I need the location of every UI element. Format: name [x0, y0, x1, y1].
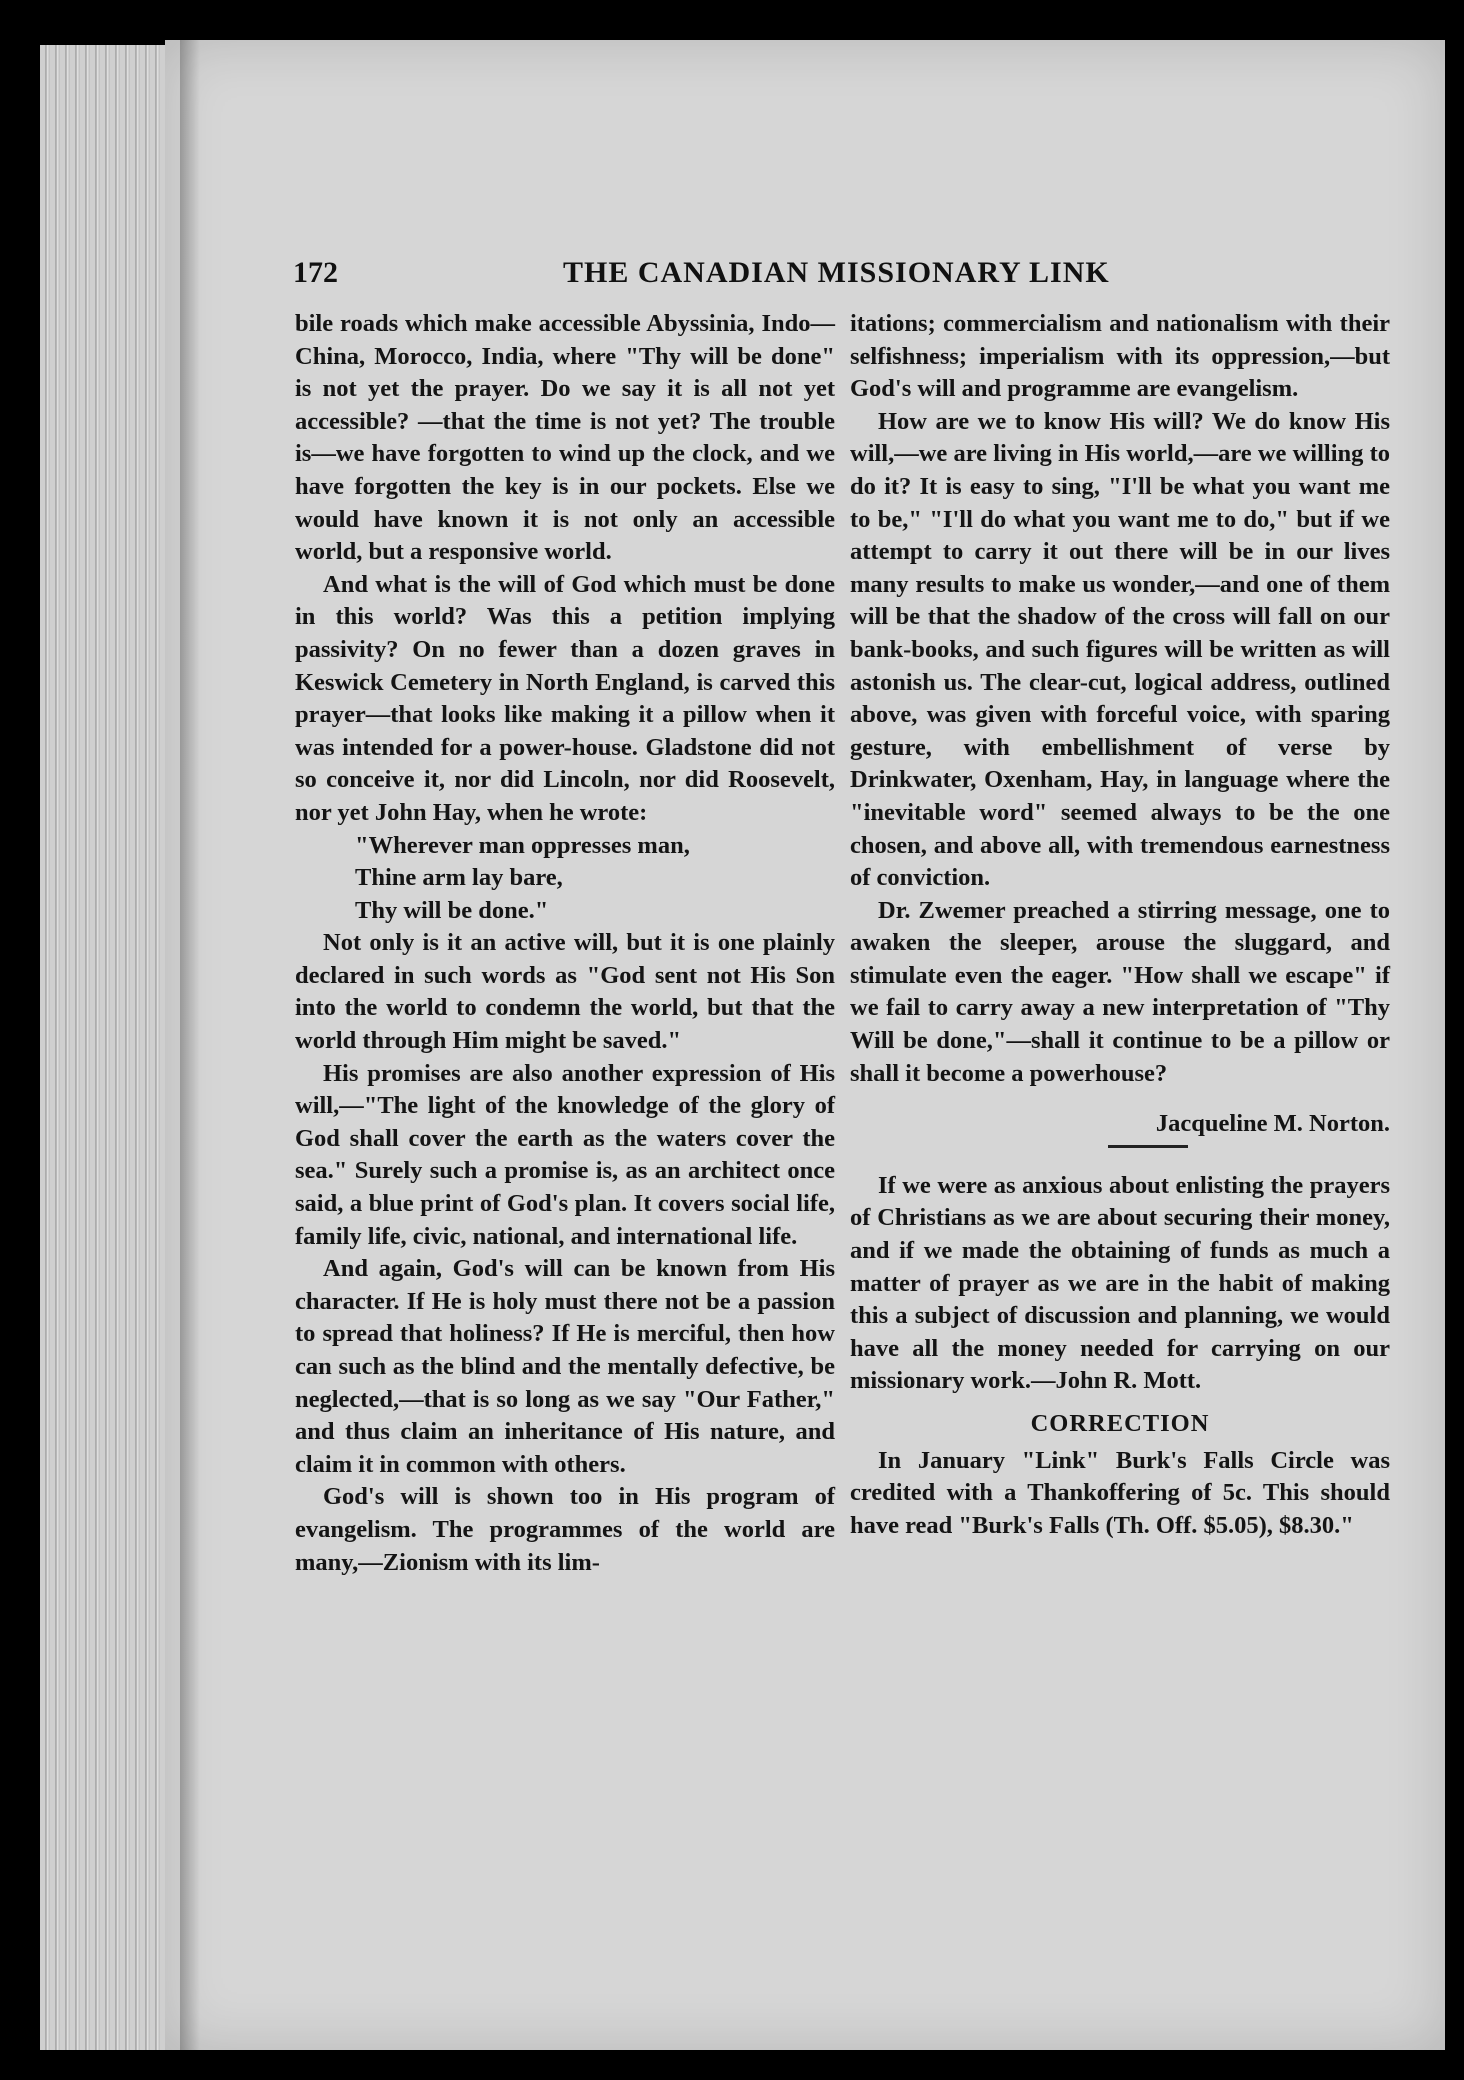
author-signature: Jacqueline M. Norton. [1155, 1110, 1390, 1138]
page-number: 172 [293, 256, 338, 289]
book-page-edges [40, 45, 180, 2050]
paragraph: And what is the will of God which must be done in this world? Was this a petition implying passivity? On no fewer than a dozen graves in Keswick Cemetery in North England, is carved this prayer—that looks like making it a pillow when it was intended for a power-house. Gladstone did not so conceive it, nor did Lincoln, nor did Roosevelt, nor yet John Hay, when he wrote: [295, 570, 835, 826]
verse-line: "Wherever man oppresses man, [355, 831, 690, 859]
paragraph: Dr. Zwemer preached a stirring message, one to awaken the sleeper, arouse the sluggard, and stimulate even the eager. "How shall we escape" if we fail to carry away a new interpretation of "Thy Will be done,"—shall it continue to be a pillow or shall it become a powerhouse? [850, 896, 1390, 1087]
poem-quote [295, 830, 835, 928]
verse-line: Thy will be done." [355, 896, 549, 924]
page-header [293, 256, 1383, 296]
paragraph: bile roads which make accessible Abyssinia, Indo—China, Morocco, India, where "Thy will be done" is not yet the prayer. Do we say it is all not yet accessible? —that the time is not yet? The trouble is—we have forgotten to wind up the clock, and we have forgotten the key is in our pockets. Else we would have known it is not only an accessible world, but a responsive world. [295, 310, 835, 566]
running-title: THE CANADIAN MISSIONARY LINK [563, 256, 1110, 289]
paragraph: If we were as anxious about enlisting the prayers of Christians as we are about securing their money, and if we made the obtaining of funds as much a matter of prayer as we are in the habit of making this a subject of discussion and planning, we would have all the money needed for carrying on our missionary work.—John R. Mott. [850, 1171, 1390, 1395]
left-column [295, 308, 835, 1579]
paragraph: In January "Link" Burk's Falls Circle was credited with a Thankoffering of 5c. This should have read "Burk's Falls (Th. Off. $5.05), $8.30." [850, 1446, 1390, 1539]
paragraph: And again, God's will can be known from His character. If He is holy must there not be a passion to spread that holiness? If He is merciful, then how can such as the blind and the mentally defective, be neglected,—that is so long as we say "Our Father," and thus claim an inheritance of His nature, and claim it in common with others. [295, 1255, 835, 1478]
page-gutter-shadow [180, 40, 200, 2050]
verse-line: Thine arm lay bare, [355, 864, 563, 892]
paragraph: How are we to know His will? We do know His will,—we are living in His world,—are we willing to do it? It is easy to sing, "I'll be what you want me to be," "I'll do what you want me to do," but if we attempt to carry it out there will be in our lives many results to make us wonder,—and one of them will be that the shadow of the cross will fall on our bank-books, and such figures will be written as will astonish us. The clear-cut, logical address, outlined above, was given with forceful voice, with sparing gesture, with embellishment of verse by Drinkwater, Oxenham, Hay, in language where the "inevitable word" seemed always to be the one chosen, and above all, with tremendous earnestness of conviction. [850, 407, 1390, 892]
section-heading: CORRECTION [1030, 1410, 1210, 1437]
right-column [850, 308, 1390, 1542]
paragraph: God's will is shown too in His program of evangelism. The programmes of the world are many,—Zionism with its lim- [295, 1483, 835, 1576]
paragraph: His promises are also another expression of His will,—"The light of the knowledge of the glory of God shall cover the earth as the waters cover the sea." Surely such a promise is, as an architect once said, a blue print of God's plan. It covers social life, family life, civic, national, and international life. [295, 1059, 835, 1250]
paragraph: itations; commercialism and nationalism with their selfishness; imperialism with its oppression,—but God's will and programme are evangelism. [850, 310, 1390, 403]
section-divider [1108, 1145, 1188, 1148]
paragraph: Not only is it an active will, but it is one plainly declared in such words as "God sent not His Son into the world to condemn the world, but that the world through Him might be saved." [295, 929, 835, 1055]
